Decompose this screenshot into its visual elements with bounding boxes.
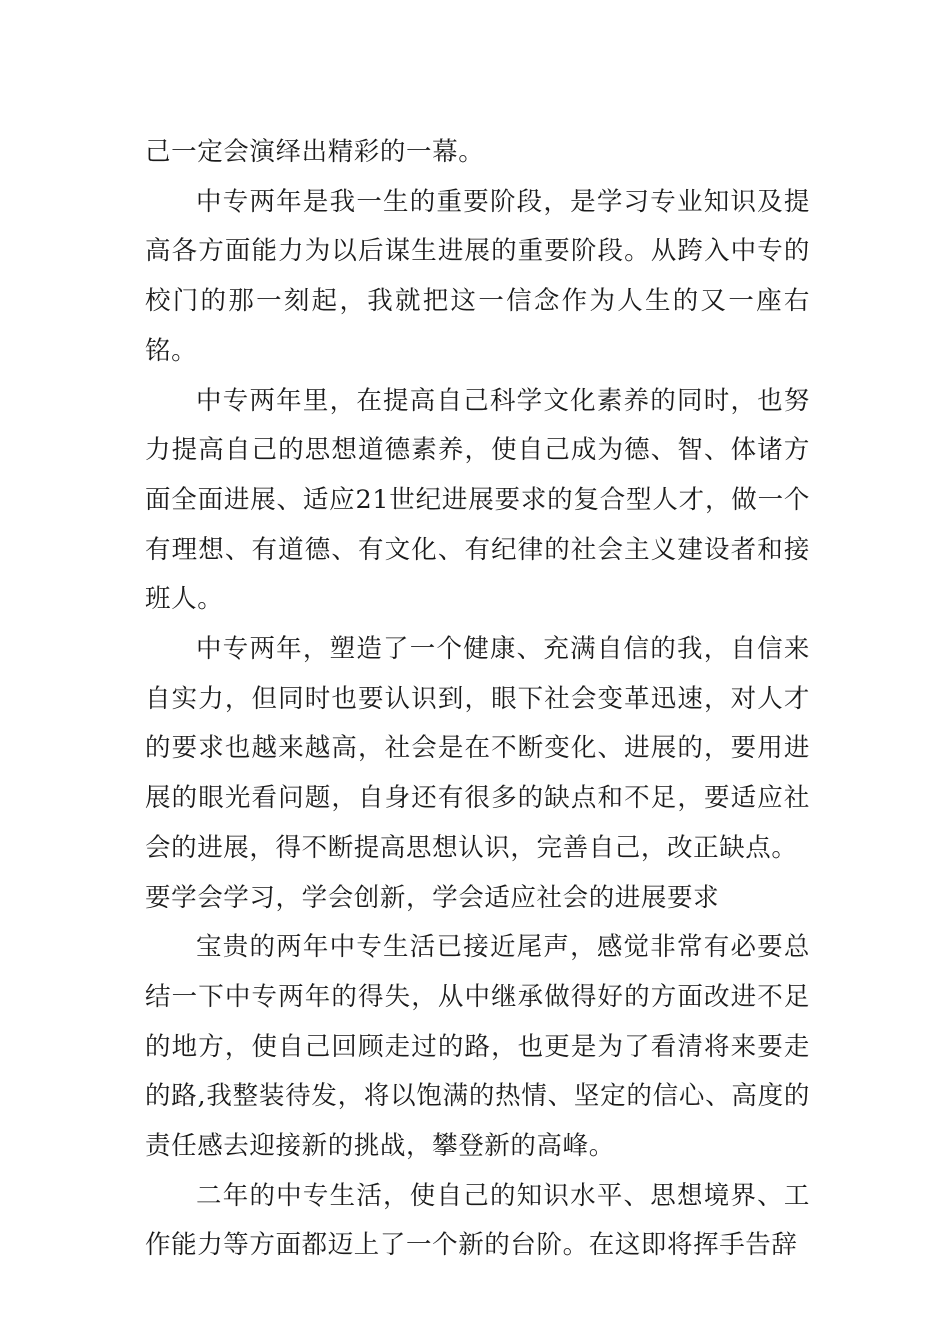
paragraph-two-years-life: 二年的中专生活，使自己的知识水平、思想境界、工作能力等方面都迈上了一个新的台阶。在这即将挥手告辞 [145, 1180, 810, 1261]
paragraph-confidence: 中专两年，塑造了一个健康、充满自信的我，自信来自实力，但同时也要认识到，眼下社会变革迅速，对人才的要求也越来越高，社会是在不断变化、进展的，要用进展的眼光看问题，自身还有很多的缺点和不足，要适应社会的进展，得不断提高思想认识，完善自己，改正缺点。 [145, 634, 810, 863]
paragraph-moral-cultivation: 中专两年里，在提高自己科学文化素养的同时，也努力提高自己的思想道德素养，使自己成为德、智、体诸方面全面进展、适应21世纪进展要求的复合型人才，做一个有理想、有道德、有文化、有纪律的社会主义建设者和接班人。 [145, 385, 810, 615]
paragraph-learn-to-learn: 要学会学习，学会创新，学会适应社会的进展要求 [145, 882, 720, 913]
paragraph-summary-gains: 宝贵的两年中专生活已接近尾声，感觉非常有必要总结一下中专两年的得失，从中继承做得好的方面改进不足的地方，使自己回顾走过的路，也更是为了看清将来要走的路,我整装待发，将以饱满的热情、坚定的信心、高度的责任感去迎接新的挑战，攀登新的高峰。 [145, 932, 810, 1162]
paragraph-continuation: 己一定会演绎出精彩的一幕。 [145, 137, 485, 167]
document-body [145, 128, 810, 1271]
paragraph-two-years-important-stage: 中专两年是我一生的重要阶段，是学习专业知识及提高各方面能力为以后谋生进展的重要阶段。从跨入中专的校门的那一刻起，我就把这一信念作为人生的又一座右铭。 [145, 186, 810, 366]
